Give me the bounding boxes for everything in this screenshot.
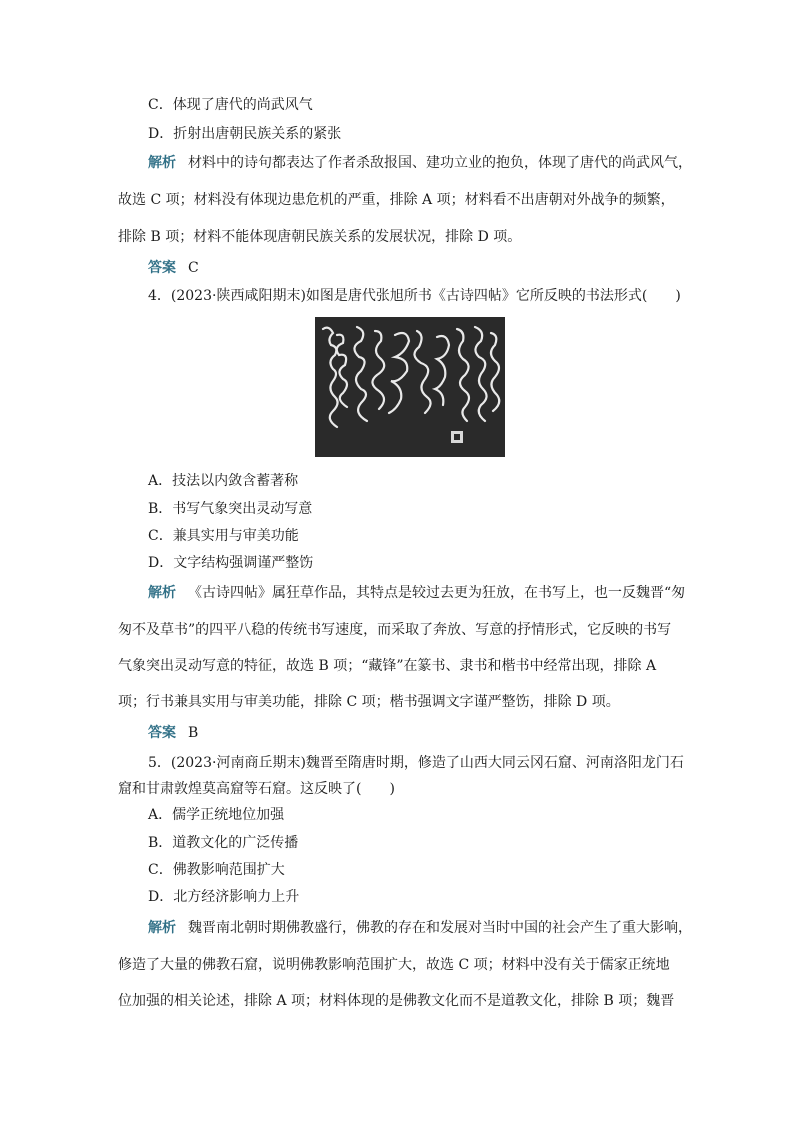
q4-option-b: B．书写气象突出灵动写意 [148,501,313,517]
q3-analysis-label: 解析 [148,155,176,171]
calligraphy-image [315,317,505,457]
q5-analysis-line-3: 位加强的相关论述，排除 A 项；材料体现的是佛教文化而不是道教文化，排除 B 项；魏晋 [118,993,675,1009]
q3-answer-label: 答案 [148,260,176,276]
q4-answer-label: 答案 [148,725,176,741]
q4-option-c: C．兼具实用与审美功能 [148,528,299,544]
q4-analysis-line-3: 气象突出灵动写意的特征，故选 B 项；“藏锋”在篆书、隶书和楷书中经常出现，排除 A [118,658,657,674]
q3-analysis-line-3: 排除 B 项；材料不能体现唐朝民族关系的发展状况，排除 D 项。 [118,229,522,245]
q5-option-c: C．佛教影响范围扩大 [148,862,285,878]
q3-option-c: C．体现了唐代的尚武风气 [148,97,313,113]
q4-answer: 答案 B [148,725,199,741]
q4-option-a: A．技法以内敛含蓄著称 [148,473,299,489]
q3-answer: 答案 C [148,260,199,276]
q5-option-d: D．北方经济影响力上升 [148,889,300,905]
q5-option-a: A．儒学正统地位加强 [148,807,285,823]
q4-analysis-line-1: 解析 《古诗四帖》属狂草作品，其特点是较过去更为狂放，在书写上，也一反魏晋“匆 [148,585,686,601]
q5-analysis-label: 解析 [148,920,176,936]
q5-stem-line-2: 窟和甘肃敦煌莫高窟等石窟。这反映了( ) [118,781,395,797]
q4-analysis-label: 解析 [148,585,176,601]
q5-analysis-line-1: 解析 魏晋南北朝时期佛教盛行，佛教的存在和发展对当时中国的社会产生了重大影响， [148,920,692,936]
q5-stem-line-1: 5．(2023·河南商丘期末)魏晋至隋唐时期，修造了山西大同云冈石窟、河南洛阳龙门石 [148,755,684,771]
q3-analysis-line-1: 解析 材料中的诗句都表达了作者杀敌报国、建功立业的抱负，体现了唐代的尚武风气， [148,155,692,171]
q4-option-d: D．文字结构强调谨严整饬 [148,555,314,571]
q3-option-d: D．折射出唐朝民族关系的紧张 [148,126,342,142]
q4-stem: 4．(2023·陕西咸阳期末)如图是唐代张旭所书《古诗四帖》它所反映的书法形式( ) [148,288,681,304]
q3-analysis-line-2: 故选 C 项；材料没有体现边患危机的严重，排除 A 项；材料看不出唐朝对外战争的频繁， [118,192,675,208]
q5-option-b: B．道教文化的广泛传播 [148,835,299,851]
q5-analysis-line-2: 修造了大量的佛教石窟，说明佛教影响范围扩大，故选 C 项；材料中没有关于儒家正统地 [118,957,670,973]
q4-analysis-line-4: 项；行书兼具实用与审美功能，排除 C 项；楷书强调文字谨严整饬，排除 D 项。 [118,694,620,710]
q4-analysis-line-2: 匆不及草书”的四平八稳的传统书写速度，而采取了奔放、写意的抒情形式，它反映的书写 [118,622,672,638]
